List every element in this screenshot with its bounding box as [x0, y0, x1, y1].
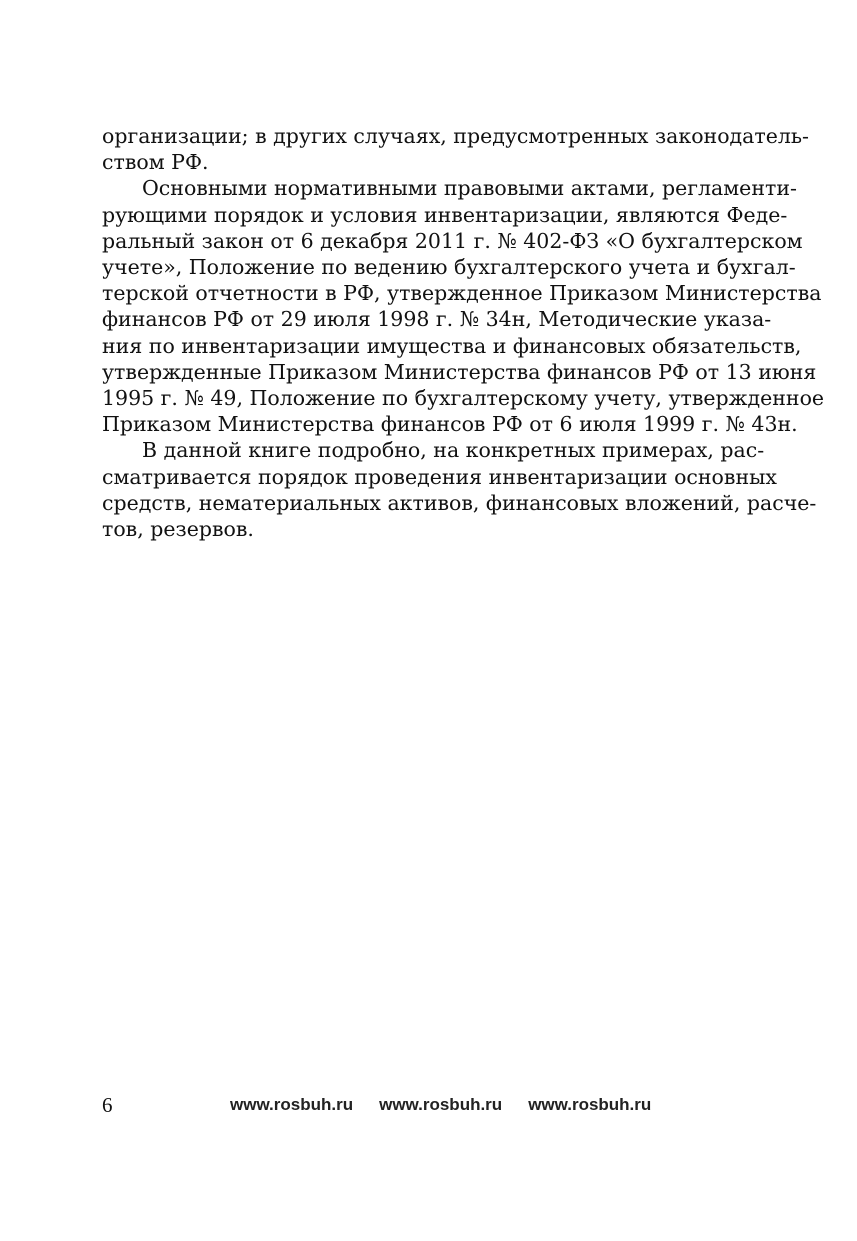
- footer-url: www.rosbuh.ru: [230, 1095, 354, 1114]
- footer-url: www.rosbuh.ru: [528, 1095, 652, 1114]
- paragraph-2: [102, 175, 825, 437]
- text-line: Приказом Министерства финансов РФ от 6 июля 1999 г. № 43н.: [102, 412, 798, 437]
- text-line: 1995 г. № 49, Положение по бухгалтерскому учету, утвержденное: [102, 386, 825, 411]
- text-line: средств, нематериальных активов, финансовых вложений, расче-: [102, 490, 817, 515]
- text-line: ством РФ.: [102, 150, 209, 175]
- text-line: сматривается порядок проведения инвентаризации основных: [102, 464, 777, 489]
- text-line: Основными нормативными правовыми актами, регламенти-: [142, 176, 797, 201]
- page-footer: [102, 1091, 748, 1121]
- text-line: организации; в других случаях, предусмотренных законодатель-: [102, 124, 809, 148]
- text-line: терской отчетности в РФ, утвержденное Приказом Министерства: [102, 281, 822, 306]
- text-line: В данной книге подробно, на конкретных примерах, рас-: [142, 438, 765, 463]
- text-line: учете», Положение по ведению бухгалтерского учета и бухгал-: [102, 255, 796, 280]
- page-number: 6: [102, 1093, 113, 1117]
- footer-urls: [230, 1093, 651, 1117]
- text-line: тов, резервов.: [102, 517, 254, 542]
- paragraph-3: [102, 437, 817, 542]
- text-line: утвержденные Приказом Министерства финансов РФ от 13 июня: [102, 359, 817, 384]
- body-text: [102, 123, 825, 542]
- text-line: ния по инвентаризации имущества и финансовых обязательств,: [102, 333, 802, 358]
- text-line: финансов РФ от 29 июля 1998 г. № 34н, Методические указа-: [102, 307, 772, 332]
- text-line: ральный закон от 6 декабря 2011 г. № 402-ФЗ «О бухгалтерском: [102, 228, 803, 253]
- text-line: рующими порядок и условия инвентаризации, являются Феде-: [102, 202, 788, 227]
- paragraph-1: [102, 123, 809, 175]
- footer-url: www.rosbuh.ru: [379, 1095, 503, 1114]
